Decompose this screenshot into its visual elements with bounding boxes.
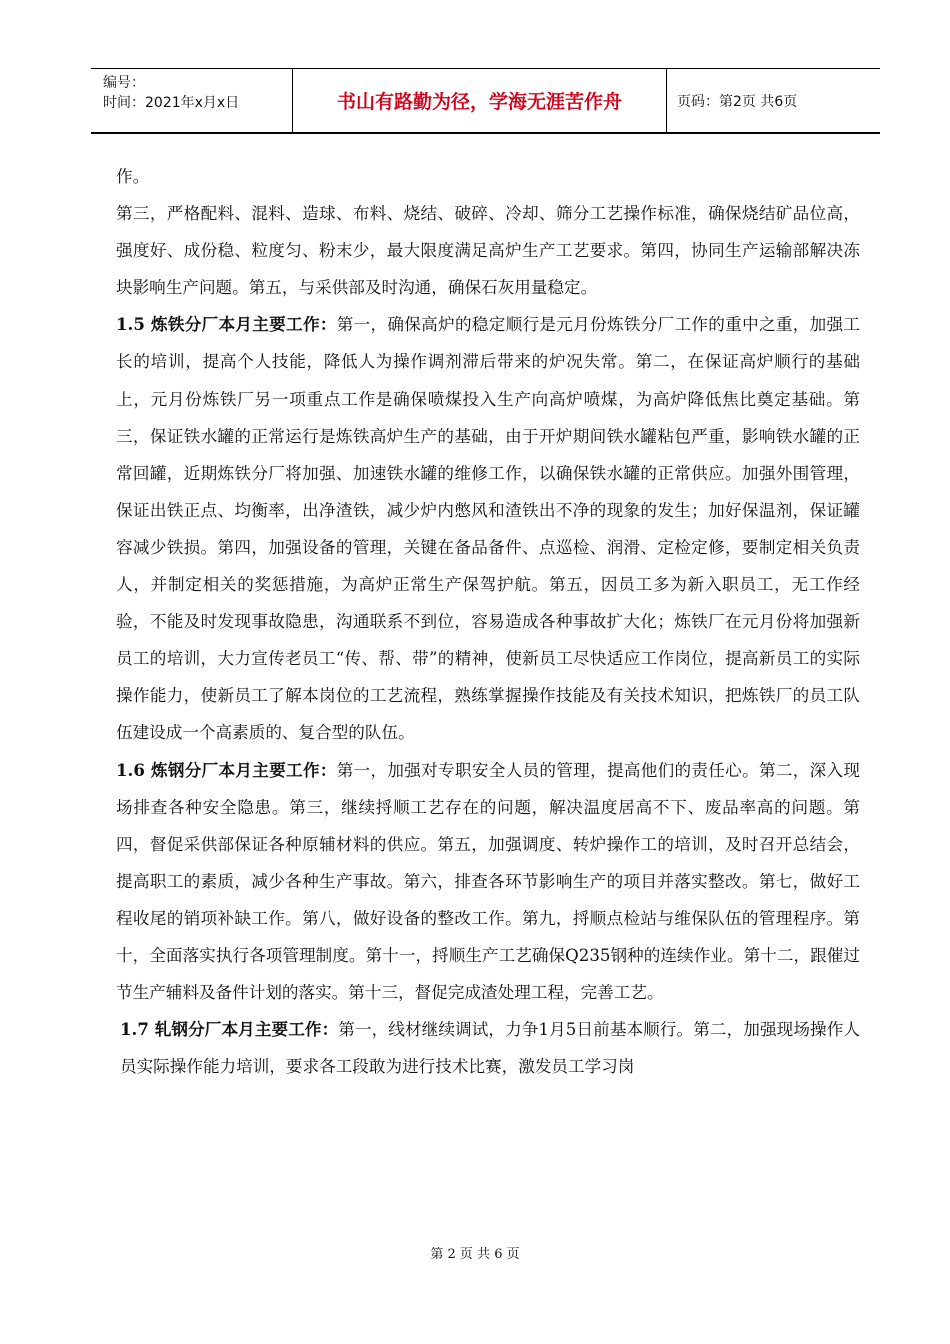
- document-number-label: 编号：: [103, 75, 145, 91]
- header-page-code: 页码：第2页 共6页: [677, 93, 798, 110]
- section-text: 第一，加强对专职安全人员的管理，提高他们的责任心。第二，深入现场排查各种安全隐患。第三，继续捋顺工艺存在的问题，解决温度居高不下、废品率高的问题。第四，督促采供部保证各种原辅材料的供应。第五，加强调度、转炉操作工的培训，及时召开总结会，提高职工的素质，减少各种生产事故。第六，排查各环节影响生产的项目并落实整改。第七，做好工程收尾的销项补缺工作。第八，做好设备的整改工作。第九，捋顺点检站与维保队伍的管理程序。第十，全面落实执行各项管理制度。第十一，捋顺生产工艺确保Q235钢种的连续作业。第十二，跟催过节生产辅料及备件计划的落实。第十三，督促完成渣处理工程，完善工艺。: [116, 760, 861, 1003]
- header-motto: 书山有路勤为径，学海无涯苦作舟: [293, 69, 667, 132]
- page-header: [91, 68, 880, 134]
- section-1-7: [116, 1011, 860, 1085]
- header-meta: [91, 69, 293, 132]
- section-heading: 1.7 轧钢分厂本月主要工作：: [120, 1019, 339, 1040]
- document-body: [116, 158, 860, 1085]
- paragraph: [116, 158, 860, 195]
- section-1-5: [116, 306, 860, 751]
- section-text: 第一，线材继续调试，力争1月5日前基本顺行。第二，加强现场操作人员实际操作能力培训，要求各工段敢为进行技术比赛，激发员工学习岗: [120, 1020, 860, 1077]
- page-footer: 第 2 页 共 6 页: [430, 1247, 520, 1262]
- paragraph: [116, 195, 860, 306]
- section-heading: 1.6 炼钢分厂本月主要工作：: [116, 759, 337, 780]
- section-text: 第一，确保高炉的稳定顺行是元月份炼铁分厂工作的重中之重，加强工长的培训，提高个人技能，降低人为操作调剂滞后带来的炉况失常。第二，在保证高炉顺行的基础上，元月份炼铁厂另一项重点工作是确保喷煤投入生产向高炉喷煤，为高炉降低焦比奠定基础。第三，保证铁水罐的正常运行是炼铁高炉生产的基础，由于开炉期间铁水罐粘包严重，影响铁水罐的正常回罐，近期炼铁分厂将加强、加速铁水罐的维修工作，以确保铁水罐的正常供应。加强外围管理，保证出铁正点、均衡率，出净渣铁，减少炉内憋风和渣铁出不净的现象的发生；加好保温剂，保证罐容减少铁损。第四，加强设备的管理，关键在备品备件、点巡检、润滑、定检定修，要制定相关负责人，并制定相关的奖惩措施，为高炉正常生产保驾护航。第五，因员工多为新入职员工，无工作经验，不能及时发现事故隐患，沟通联系不到位，容易造成各种事故扩大化；炼铁厂在元月份将加强新员工的培训，大力宣传老员工“传、帮、带”的精神，使新员工尽快适应工作岗位，提高新员工的实际操作能力，使新员工了解本岗位的工艺流程，熟练掌握操作技能及有关技术知识，把炼铁厂的员工队伍建设成一个高素质的、复合型的队伍。: [116, 315, 861, 743]
- paragraph-text: 第三，严格配料、混料、造球、布料、烧结、破碎、冷却、筛分工艺操作标准，确保烧结矿品位高，强度好、成份稳、粒度匀、粉末少，最大限度满足高炉生产工艺要求。第四，协同生产运输部解决冻块影响生产问题。第五，与采供部及时沟通，确保石灰用量稳定。: [116, 204, 860, 298]
- document-time-label: 时间：2021年x月x日: [103, 95, 240, 111]
- section-1-6: [116, 752, 860, 1012]
- section-heading: 1.5 炼铁分厂本月主要工作：: [116, 314, 337, 335]
- paragraph-text: 作。: [116, 167, 150, 186]
